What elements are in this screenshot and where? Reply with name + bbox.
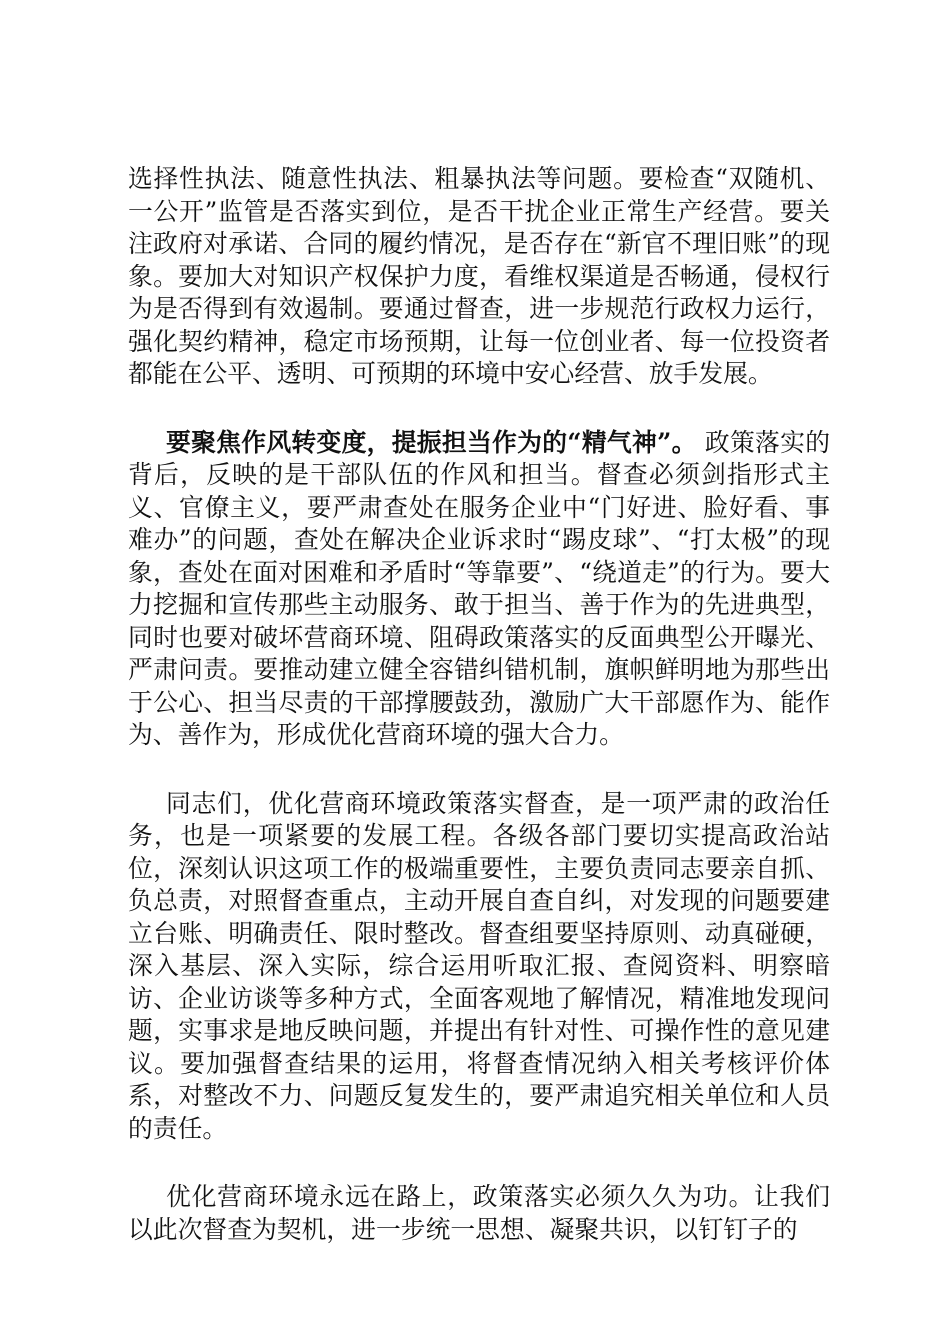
paragraph-3: 同志们，优化营商环境政策落实督查，是一项严肃的政治任务，也是一项紧要的发展工程。各级各部门要切实提高政治站位，深刻认识这项工作的极端重要性，主要负责同志要亲自抓、负总责，对照督查重点，主动开展自查自纠，对发现的问题要建立台账、明确责任、限时整改。督查组要坚持原则、动真碰硬，深入基层、深入实际，综合运用听取汇报、查阅资料、明察暗访、企业访谈等多种方式，全面客观地了解情况，精准地发现问题，实事求是地反映问题，并提出有针对性、可操作性的意见建议。要加强督查结果的运用，将督查情况纳入相关考核评价体系，对整改不力、问题反复发生的，要严肃追究相关单位和人员的责任。 xyxy=(128,788,830,1143)
paragraph-4: 优化营商环境永远在路上，政策落实必须久久为功。让我们以此次督查为契机，进一步统一思想、凝聚共识，以钉钉子的 xyxy=(128,1182,830,1244)
paragraph-1: 选择性执法、随意性执法、粗暴执法等问题。要检查“双随机、一公开”监管是否落实到位，是否干扰企业正常生产经营。要关注政府对承诺、合同的履约情况，是否存在“新官不理旧账”的现象。要加大对知识产权保护力度，看维权渠道是否畅通，侵权行为是否得到有效遏制。要通过督查，进一步规范行政权力运行，强化契约精神，稳定市场预期，让每一位创业者、每一位投资者都能在公平、透明、可预期的环境中安心经营、放手发展。 xyxy=(128,164,830,388)
paragraph-2-body: 政策落实的背后，反映的是干部队伍的作风和担当。督查必须剑指形式主义、官僚主义，要严肃查处在服务企业中“门好进、脸好看、事难办”的问题，查处在解决企业诉求时“踢皮球”、“打太极”的现象，查处在面对困难和矛盾时“等靠要”、“绕道走”的行为。要大力挖掘和宣传那些主动服务、敢于担当、善于作为的先进典型，同时也要对破坏营商环境、阻碍政策落实的反面典型公开曝光、严肃问责。要推动建立健全容错纠错机制，旗帜鲜明地为那些出于公心、担当尽责的干部撑腰鼓劲，激励广大干部愿作为、能作为、善作为，形成优化营商环境的强大合力。 xyxy=(128,427,831,749)
paragraph-2 xyxy=(128,427,830,752)
paragraph-2-heading: 要聚焦作风转变度，提振担当作为的“精气神”。 xyxy=(166,427,697,457)
document-page xyxy=(128,163,830,1246)
